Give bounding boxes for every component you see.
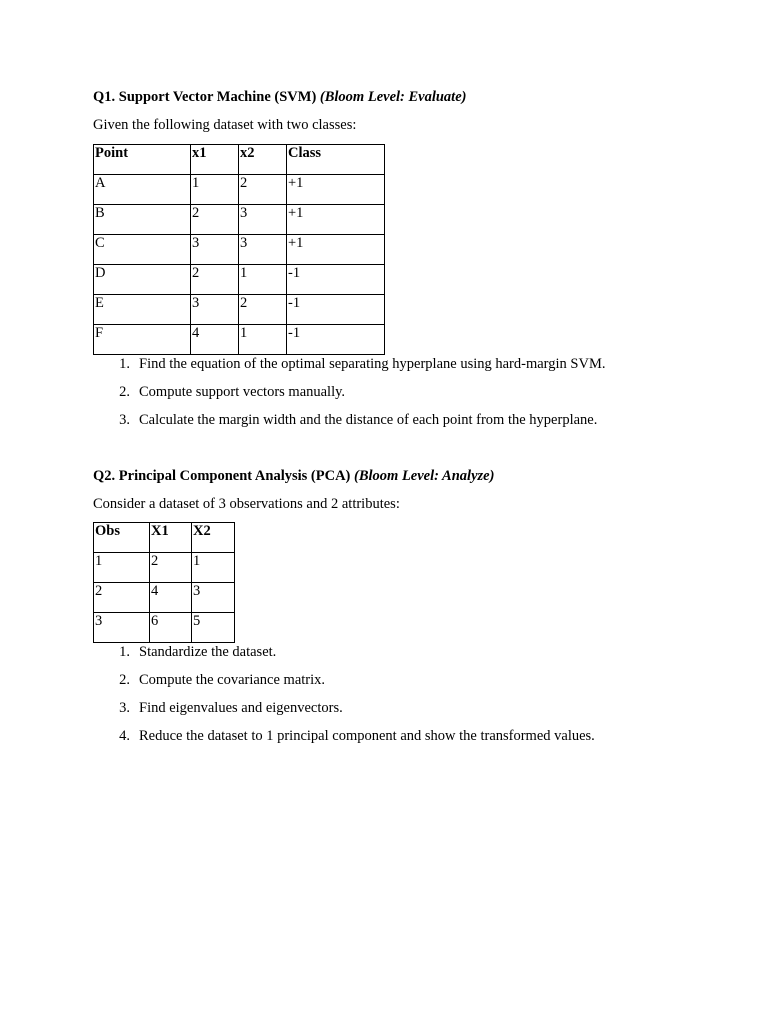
list-item-text: Compute the covariance matrix. — [139, 672, 326, 688]
table-cell: 3 — [94, 613, 150, 643]
q2-bloom-level: (Bloom Level: Analyze) — [354, 468, 495, 484]
q1-title: Q1. Support Vector Machine (SVM) — [93, 89, 317, 105]
table-cell: 1 — [239, 325, 287, 355]
table-cell: -1 — [287, 325, 385, 355]
list-item-text: Reduce the dataset to 1 principal component and show the transformed values. — [139, 728, 595, 744]
table-cell: 1 — [94, 553, 150, 583]
table-header-row — [94, 523, 235, 553]
table-cell: 3 — [191, 295, 239, 325]
table-header-cell: X2 — [192, 523, 235, 553]
table-cell: 4 — [150, 583, 192, 613]
list-item-number: 4. — [119, 728, 130, 744]
table-header-cell: Obs — [94, 523, 150, 553]
q2-intro: Consider a dataset of 3 observations and 2 attributes: — [93, 496, 400, 512]
table-row — [94, 613, 235, 643]
table-cell: -1 — [287, 295, 385, 325]
table-cell: 1 — [239, 265, 287, 295]
table-header-cell: x1 — [191, 145, 239, 175]
table-cell: C — [94, 235, 191, 265]
table-cell: 4 — [191, 325, 239, 355]
q1-heading — [93, 88, 466, 106]
table-row — [94, 265, 385, 295]
table-cell: B — [94, 205, 191, 235]
table-row — [94, 553, 235, 583]
table-cell: 2 — [150, 553, 192, 583]
table-cell: 3 — [239, 235, 287, 265]
table-cell: 2 — [191, 265, 239, 295]
list-item-text: Find eigenvalues and eigenvectors. — [139, 700, 343, 716]
table-header-cell: Point — [94, 145, 191, 175]
q2-heading — [93, 467, 494, 485]
list-item-text: Compute support vectors manually. — [139, 384, 346, 400]
list-item-number: 1. — [119, 644, 130, 660]
q1-bloom-level: (Bloom Level: Evaluate) — [319, 89, 467, 105]
q2-title: Q2. Principal Component Analysis (PCA) — [93, 468, 351, 484]
list-item-text: Calculate the margin width and the distance of each point from the hyperplane. — [139, 412, 598, 428]
q1-data-table — [93, 144, 385, 355]
table-cell: D — [94, 265, 191, 295]
list-item-number: 2. — [119, 384, 130, 400]
table-cell: 2 — [239, 295, 287, 325]
table-cell: +1 — [287, 175, 385, 205]
table-cell: -1 — [287, 265, 385, 295]
list-item-text: Standardize the dataset. — [139, 644, 277, 660]
table-cell: 3 — [191, 235, 239, 265]
table-row — [94, 325, 385, 355]
table-header-row — [94, 145, 385, 175]
list-item-number: 3. — [119, 700, 130, 716]
table-row — [94, 205, 385, 235]
table-row — [94, 175, 385, 205]
table-cell: 1 — [192, 553, 235, 583]
list-item-number: 2. — [119, 672, 130, 688]
table-cell: 3 — [192, 583, 235, 613]
table-cell: +1 — [287, 235, 385, 265]
table-cell: 2 — [191, 205, 239, 235]
table-cell: +1 — [287, 205, 385, 235]
table-cell: 3 — [239, 205, 287, 235]
table-header-cell: x2 — [239, 145, 287, 175]
table-row — [94, 583, 235, 613]
table-row — [94, 295, 385, 325]
table-cell: 2 — [239, 175, 287, 205]
list-item-number: 3. — [119, 412, 130, 428]
table-cell: F — [94, 325, 191, 355]
list-item-text: Find the equation of the optimal separating hyperplane using hard-margin SVM. — [139, 356, 606, 372]
table-header-cell: Class — [287, 145, 385, 175]
q2-data-table — [93, 522, 235, 643]
table-row — [94, 235, 385, 265]
table-cell: 1 — [191, 175, 239, 205]
table-header-cell: X1 — [150, 523, 192, 553]
table-cell: E — [94, 295, 191, 325]
list-item-number: 1. — [119, 356, 130, 372]
table-cell: A — [94, 175, 191, 205]
table-cell: 2 — [94, 583, 150, 613]
table-cell: 5 — [192, 613, 235, 643]
q1-intro: Given the following dataset with two classes: — [93, 117, 357, 133]
table-cell: 6 — [150, 613, 192, 643]
